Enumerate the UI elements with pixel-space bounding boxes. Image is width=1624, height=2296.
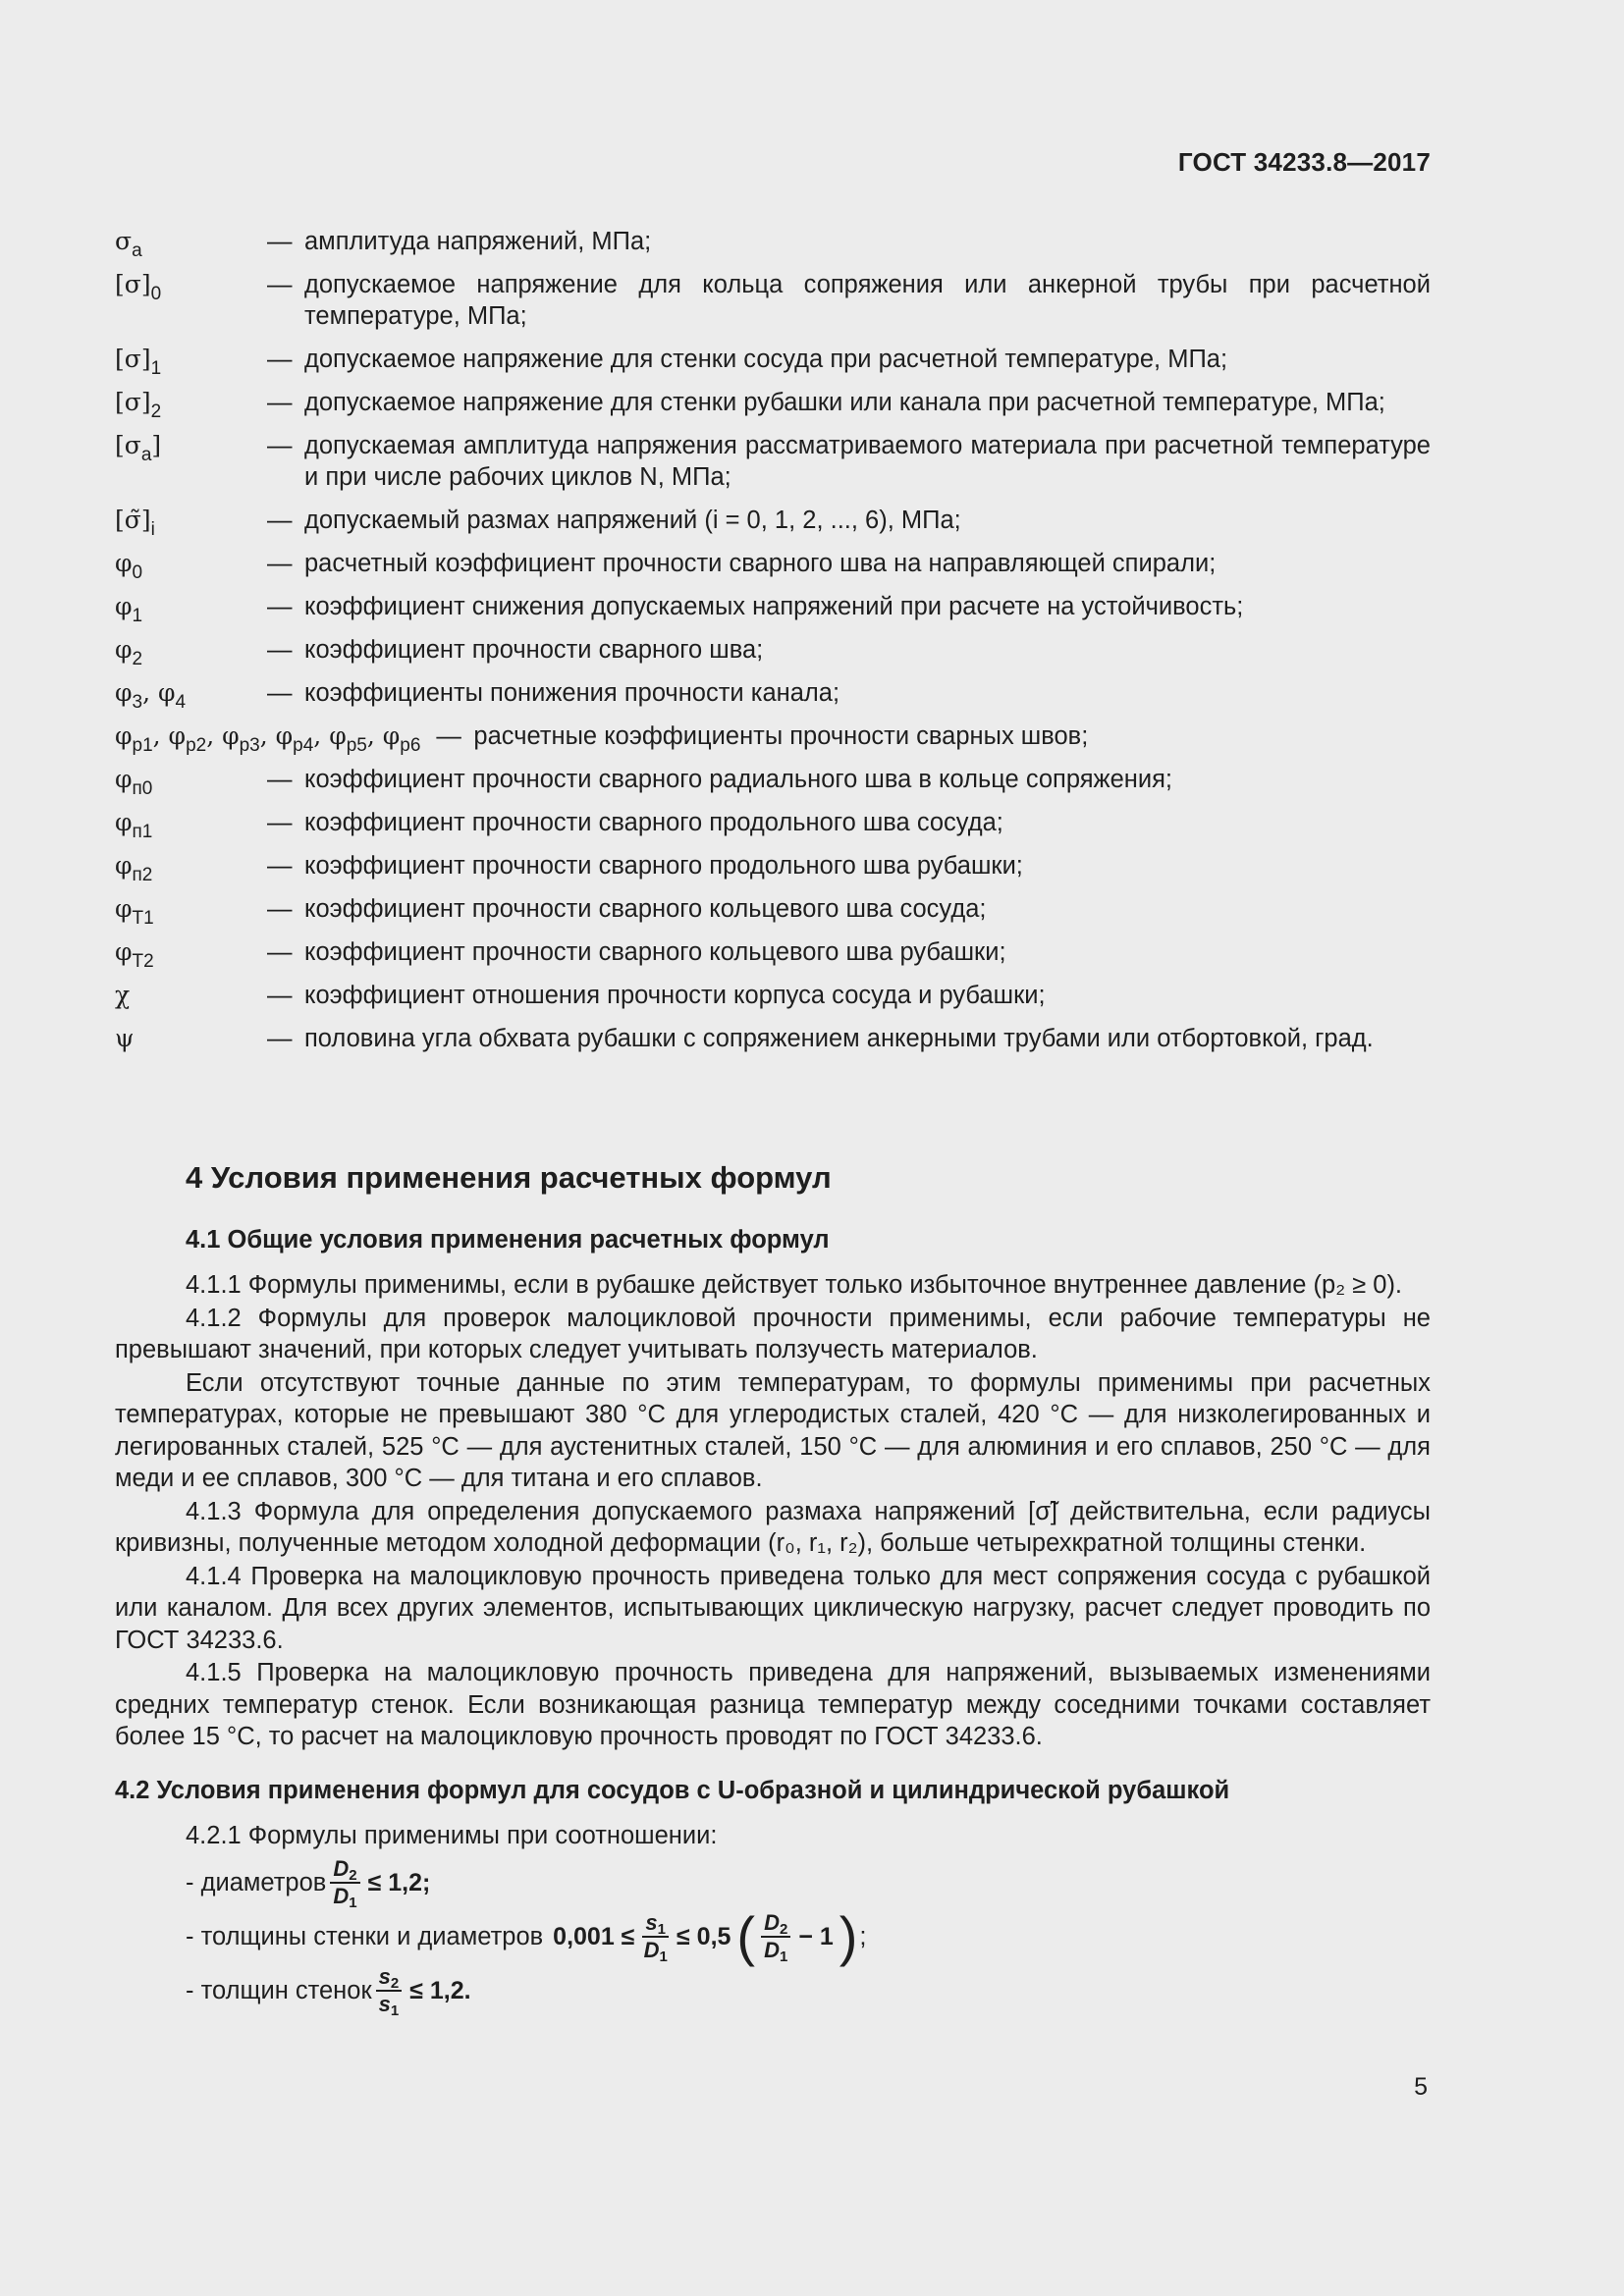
document-header: ГОСТ 34233.8—2017 bbox=[1177, 147, 1431, 177]
definition-dash: — bbox=[267, 852, 293, 880]
fraction-s2-s1: $\frac{s_2}{s_1}$ bbox=[376, 1964, 403, 2017]
definition-row bbox=[115, 344, 1431, 379]
definition-dash: — bbox=[267, 938, 293, 966]
definition-symbol: $\varphi_{п2}$ bbox=[115, 851, 153, 885]
definition-text: коэффициент прочности сварного шва; bbox=[304, 636, 764, 664]
definition-dash: — bbox=[267, 809, 293, 836]
definition-row bbox=[115, 980, 1431, 1011]
definition-dash: — bbox=[267, 432, 293, 459]
definition-row bbox=[115, 850, 1431, 885]
condition-math: ≤ 1,2; bbox=[367, 1868, 431, 1896]
definition-symbol: $\varphi_{п1}$ bbox=[115, 808, 153, 842]
definition-text: допускаемое напряжение для стенки рубашки или канала при расчетной температуре, МПа; bbox=[304, 389, 1385, 416]
definition-row bbox=[115, 764, 1431, 799]
definition-text: допускаемая амплитуда напряжения рассматриваемого материала при расчетной температуре и при числе рабочих циклов N, МПа; bbox=[304, 432, 1431, 491]
condition-wall-thickness: - толщин стенок $\frac{s_2}{s_1}$ ≤ 1,2. bbox=[186, 1963, 471, 2019]
definition-row bbox=[115, 1023, 1431, 1054]
definition-text: коэффициент снижения допускаемых напряжений при расчете на устойчивость; bbox=[304, 593, 1244, 620]
fraction-d2-d1: $\frac{D_2}{D_1}$ bbox=[761, 1910, 790, 1963]
fraction-s1-d1: $\frac{s_1}{D_1}$ bbox=[643, 1909, 668, 1965]
condition-diameters bbox=[186, 1856, 1431, 1909]
definition-symbol: $\varphi_{p1}$, $\varphi_{p2}$, $\varphi_{p3}$, $\varphi_{p4}$, $\varphi_{p5}$, $\varphi_{p6}$ bbox=[115, 721, 421, 756]
definition-text: коэффициент прочности сварного продольного шва сосуда; bbox=[304, 809, 1003, 836]
definition-symbol: $[\sigmã]_i$ bbox=[115, 506, 155, 540]
definition-row bbox=[115, 430, 1431, 493]
page-number: 5 bbox=[1414, 2073, 1428, 2101]
right-paren: ) bbox=[839, 1904, 858, 1967]
definition-row bbox=[115, 634, 1431, 669]
paragraph-4-1-2-temperatures: Если отсутствуют точные данные по этим температурам, то формулы применимы при расчетных температурах, которые не превышают 380 °С для углеродистых сталей, 420 °С — для низколегированных и легированных сталей, 525 °С — для аустенитных сталей, 150 °С — для алюминия и его сплавов, 250 °С — для меди и ее сплавов, 300 °С — для титана и его сплавов. bbox=[115, 1368, 1431, 1492]
left-paren: ( bbox=[736, 1904, 756, 1967]
definition-dash: — bbox=[267, 1025, 293, 1052]
paragraph-4-1-3: 4.1.3 Формула для определения допускаемого размаха напряжений [σ̃] действительна, если радиусы кривизны, полученные методом холодной деформации (r₀, r₁, r₂), больше четырехкратной толщины стенки. bbox=[115, 1497, 1431, 1557]
definition-dash: — bbox=[267, 346, 293, 373]
definition-text: расчетный коэффициент прочности сварного шва на направляющей спирали; bbox=[304, 550, 1217, 577]
definition-symbol: $\varphi_2$ bbox=[115, 635, 143, 669]
definition-symbol: $\varphi_1$ bbox=[115, 592, 143, 626]
definition-symbol: $\varphi_{T1}$ bbox=[115, 894, 154, 929]
definition-row bbox=[115, 505, 1431, 540]
definition-dash: — bbox=[267, 271, 293, 298]
definition-symbol: $\varphi_3$, $\varphi_4$ bbox=[115, 678, 187, 713]
definition-dash: — bbox=[267, 982, 293, 1009]
definition-row bbox=[115, 807, 1431, 842]
definition-symbol: $[\sigma]_2$ bbox=[115, 388, 162, 422]
definition-text: коэффициент прочности сварного радиального шва в кольце сопряжения; bbox=[304, 766, 1173, 793]
definition-row bbox=[115, 591, 1431, 626]
definition-symbol: $[\sigma]_0$ bbox=[115, 270, 162, 304]
paragraph-4-1-1: 4.1.1 Формулы применимы, если в рубашке действует только избыточное внутреннее давление (p₂ ≥ 0). bbox=[186, 1271, 1403, 1299]
definition-dash: — bbox=[267, 636, 293, 664]
definition-text: коэффициент прочности сварного кольцевого шва рубашки; bbox=[304, 938, 1006, 966]
definition-row bbox=[115, 721, 1431, 756]
definition-dash: — bbox=[436, 722, 461, 750]
definition-symbol: $[\sigma]_1$ bbox=[115, 345, 162, 379]
definition-row bbox=[115, 226, 1431, 261]
definition-text: допускаемый размах напряжений (i = 0, 1, 2, ..., 6), МПа; bbox=[304, 507, 961, 534]
condition-label: - толщины стенки и диаметров bbox=[186, 1922, 544, 1950]
definition-text: коэффициенты понижения прочности канала; bbox=[304, 679, 840, 707]
definition-dash: — bbox=[267, 593, 293, 620]
definition-row bbox=[115, 893, 1431, 929]
definition-text: расчетные коэффициенты прочности сварных швов; bbox=[473, 722, 1089, 750]
definition-symbol: $\varphi_{T2}$ bbox=[115, 937, 154, 972]
definition-dash: — bbox=[267, 507, 293, 534]
definition-dash: — bbox=[267, 389, 293, 416]
definition-text: амплитуда напряжений, МПа; bbox=[304, 228, 652, 255]
paragraph-4-1-5: 4.1.5 Проверка на малоцикловую прочность приведена для напряжений, вызываемых изменениями средних температур стенок. Если возникающая разница температур между соседними точками составляет более 15 °С, то расчет на малоцикловую прочность проводят по ГОСТ 34233.6. bbox=[115, 1659, 1431, 1750]
definition-symbol: ψ bbox=[115, 1024, 135, 1052]
definition-dash: — bbox=[267, 895, 293, 923]
fraction-d2-d1: $\frac{D_2}{D_1}$ bbox=[330, 1856, 359, 1909]
definition-row bbox=[115, 387, 1431, 422]
definition-dash: — bbox=[267, 766, 293, 793]
definition-row bbox=[115, 677, 1431, 713]
definition-row bbox=[115, 548, 1431, 583]
subsection-4-1-title: 4.1 Общие условия применения расчетных формул bbox=[186, 1225, 830, 1254]
paragraph-4-1-4: 4.1.4 Проверка на малоцикловую прочность приведена только для мест сопряжения сосуда с рубашкой или каналом. Для всех других элементов, испытывающих циклическую нагрузку, расчет следует проводить по ГОСТ 34233.6. bbox=[115, 1562, 1431, 1654]
definition-symbol: χ bbox=[115, 981, 131, 1009]
definition-text: допускаемое напряжение для стенки сосуда при расчетной температуре, МПа; bbox=[304, 346, 1228, 373]
definition-text: допускаемое напряжение для кольца сопряжения или анкерной трубы при расчетной температуре, МПа; bbox=[304, 271, 1431, 330]
condition-label: - диаметров bbox=[186, 1868, 327, 1896]
definition-symbol: $\varphi_{п0}$ bbox=[115, 765, 153, 799]
definition-text: коэффициент прочности сварного продольного шва рубашки; bbox=[304, 852, 1023, 880]
subsection-4-2-title: 4.2 Условия применения формул для сосудов с U-образной и цилиндрической рубашкой bbox=[115, 1776, 1230, 1804]
definition-dash: — bbox=[267, 550, 293, 577]
section-title: 4 Условия применения расчетных формул bbox=[186, 1160, 832, 1195]
definition-text: коэффициент отношения прочности корпуса сосуда и рубашки; bbox=[304, 982, 1046, 1009]
definition-symbol: $[\sigma_a]$ bbox=[115, 431, 162, 465]
condition-label: - толщин стенок bbox=[186, 1976, 372, 2004]
definition-symbol: $\varphi_0$ bbox=[115, 549, 143, 583]
condition-thickness-diameters: - толщины стенки и диаметров 0,001 ≤ $\frac{s_1}{D_1}$ ≤ 0,5 ( $\frac{D_2}{D_1}$ − 1 ) ; bbox=[186, 1904, 867, 1967]
paragraph-4-2-1: 4.2.1 Формулы применимы при соотношении: bbox=[186, 1822, 718, 1849]
definition-dash: — bbox=[267, 679, 293, 707]
definition-row bbox=[115, 936, 1431, 972]
symbol-definitions bbox=[115, 226, 1431, 1066]
definition-symbol: $\sigma_a$ bbox=[115, 227, 142, 261]
definition-row bbox=[115, 269, 1431, 332]
definition-text: половина угла обхвата рубашки с сопряжением анкерными трубами или отбортовкой, град. bbox=[304, 1025, 1374, 1052]
section-4 bbox=[115, 1156, 1431, 2017]
definition-dash: — bbox=[267, 228, 293, 255]
definition-text: коэффициент прочности сварного кольцевого шва сосуда; bbox=[304, 895, 987, 923]
paragraph-4-1-2: 4.1.2 Формулы для проверок малоцикловой прочности применимы, если рабочие температуры не превышают значений, при которых следует учитывать ползучесть материалов. bbox=[115, 1304, 1431, 1363]
